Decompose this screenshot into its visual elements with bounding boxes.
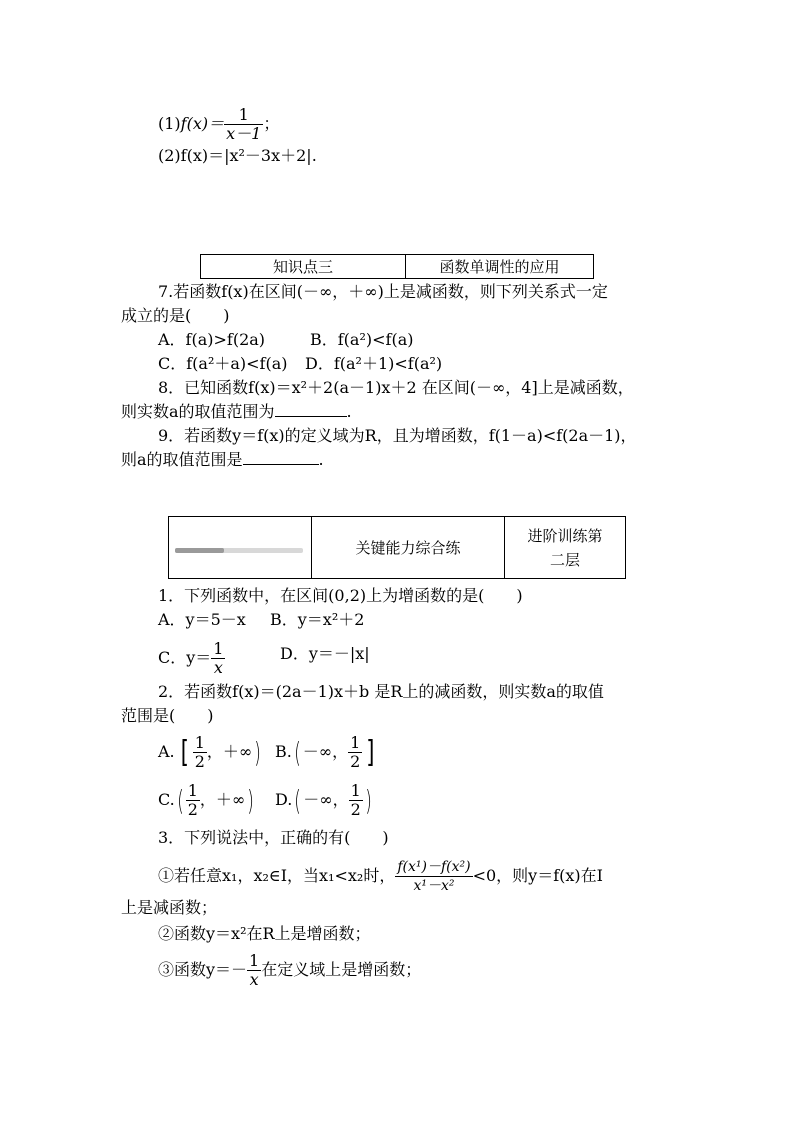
q7-stem-line-2: 成立的是( ) [121,306,230,325]
q2-option-c [158,782,256,819]
prev-item-1-numerator: 1 [238,105,249,124]
q2-option-d-paren-left: ( [294,783,302,817]
q3-statement-1 [158,858,603,895]
q3-statement-3-suffix: 在定义域上是增函数； [261,960,422,979]
q2-option-c-numerator: 1 [187,781,198,800]
q2-option-a-numerator: 1 [194,733,205,752]
q2-option-d [275,782,374,819]
q7-option-c: C．f(a²＋a)<f(a) [158,354,288,373]
q1-stem: 1．下列函数中，在区间(0,2)上为增函数的是( ) [158,586,523,605]
q2-option-b-bracket-right: ] [365,734,378,770]
q7-stem-line-1: 7.若函数f(x)在区间(－∞，＋∞)上是减函数，则下列关系式一定 [158,282,608,301]
q2-option-a-label: A. [158,742,175,761]
q3-statement-1-numerator: f(x¹)－f(x²) [397,859,471,875]
q3-statement-3-denominator: x [247,970,261,989]
q3-statement-1-prefix: ①若任意x₁，x₂∈I，当x₁<x₂时， [158,866,396,885]
q2-option-b-label: B. [275,742,292,761]
progress-bar [175,548,303,553]
section-title: 函数单调性的应用 [406,255,594,279]
q3-statement-1-suffix: <0，则y＝f(x)在I [472,866,603,885]
q1-option-c-prefix: C．y＝ [158,648,212,667]
q7-option-d: D．f(a²＋1)<f(a²) [305,354,443,373]
q2-stem-line-2: 范围是( ) [121,706,214,725]
prev-item-1 [158,106,279,143]
section-level-line-1: 进阶训练第 [527,526,603,545]
prev-item-1-suffix: ； [263,114,280,133]
q3-statement-3 [158,952,421,989]
q2-option-a-denominator: 2 [194,752,205,771]
q2-option-a [158,734,263,771]
q7-option-b: B．f(a²)<f(a) [310,330,414,349]
prev-item-1-prefix: (1) [158,114,181,133]
section-key-title: 关键能力综合练 [312,517,505,579]
q2-option-c-comma: ， [199,790,216,809]
prev-item-1-fraction [224,106,263,143]
prev-item-2: (2)f(x)＝|x²－3x＋2|. [158,146,317,165]
q1-option-c-fraction [211,640,225,677]
q2-option-d-paren-right: ) [365,783,372,817]
section-label: 知识点三 [201,255,406,279]
q8-end: . [346,402,352,421]
q8-stem-text: 则实数a的取值范围为 [121,402,275,421]
q3-statement-1-line-2: 上是减函数； [121,898,218,917]
q2-option-a-paren-right: ) [254,735,261,769]
q1-option-c-numerator: 1 [213,639,224,658]
q2-option-b-denominator: 2 [350,752,361,771]
q2-option-c-paren-left: ( [176,783,184,817]
q2-option-a-comma: ， [206,742,223,761]
q1-option-c-denominator: x [211,658,225,677]
q1-option-a: A．y＝5－x [158,610,246,629]
q2-option-c-infinity: ＋∞ [215,790,246,809]
q9-end: . [318,450,324,469]
q9-stem-line-1: 9．若函数y＝f(x)的定义域为R，且为增函数，f(1－a)<f(2a－1)， [158,426,637,445]
q2-option-d-comma: ， [332,790,349,809]
q2-option-a-fraction [193,734,207,771]
q2-option-a-infinity: ＋∞ [222,742,253,761]
prev-item-1-denominator: x－1 [226,124,262,143]
q1-option-d: D．y＝－|x| [280,644,370,663]
q8-stem-line-2 [121,400,352,424]
q9-answer-blank[interactable] [243,448,319,465]
q2-option-b-comma: ， [332,742,349,761]
q2-option-c-denominator: 2 [187,800,198,819]
section-level-cell [505,517,626,579]
q1-option-b: B．y＝x²＋2 [270,610,365,629]
q7-option-a: A．f(a)>f(2a) [158,330,266,349]
q2-option-d-fraction [349,782,363,819]
q2-option-d-infinity: －∞ [303,790,333,809]
section-level-line-2: 二层 [549,550,580,569]
q9-stem-line-2 [121,448,324,472]
q2-option-c-fraction [186,782,200,819]
q3-statement-3-prefix: ③函数y＝－ [158,960,248,979]
q3-statement-3-fraction [247,952,261,989]
q2-option-b-numerator: 1 [350,733,361,752]
q1-option-c [158,640,225,677]
q2-option-d-label: D. [275,790,293,809]
q3-stem: 3．下列说法中，正确的有( ) [158,828,389,847]
q3-statement-2: ②函数y＝x²在R上是增函数； [158,924,371,943]
q2-option-b-infinity: －∞ [302,742,333,761]
q2-option-c-label: C. [158,790,175,809]
q2-option-c-paren-right: ) [247,783,254,817]
q2-option-d-numerator: 1 [350,781,361,800]
section-header-knowledge-3 [200,254,594,279]
q9-stem-text: 则a的取值范围是 [121,450,243,469]
progress-bar-fill [175,548,224,553]
q2-option-d-denominator: 2 [350,800,361,819]
q8-answer-blank[interactable] [275,400,347,417]
q2-stem-line-1: 2．若函数f(x)＝(2a－1)x＋b 是R上的减函数，则实数a的取值 [158,682,604,701]
q3-statement-1-fraction [395,858,472,895]
q2-option-b-paren-left: ( [294,735,301,769]
q2-option-b [275,734,380,771]
q2-option-b-fraction [348,734,362,771]
q3-statement-3-numerator: 1 [249,951,260,970]
q8-stem-line-1: 8．已知函数f(x)＝x²＋2(a－1)x＋2 在区间(－∞，4]上是减函数， [158,378,634,397]
prev-item-1-eq: f(x)＝ [180,114,225,133]
q2-option-a-bracket-left: [ [177,734,190,770]
q3-statement-1-denominator: x¹－x² [395,876,472,895]
